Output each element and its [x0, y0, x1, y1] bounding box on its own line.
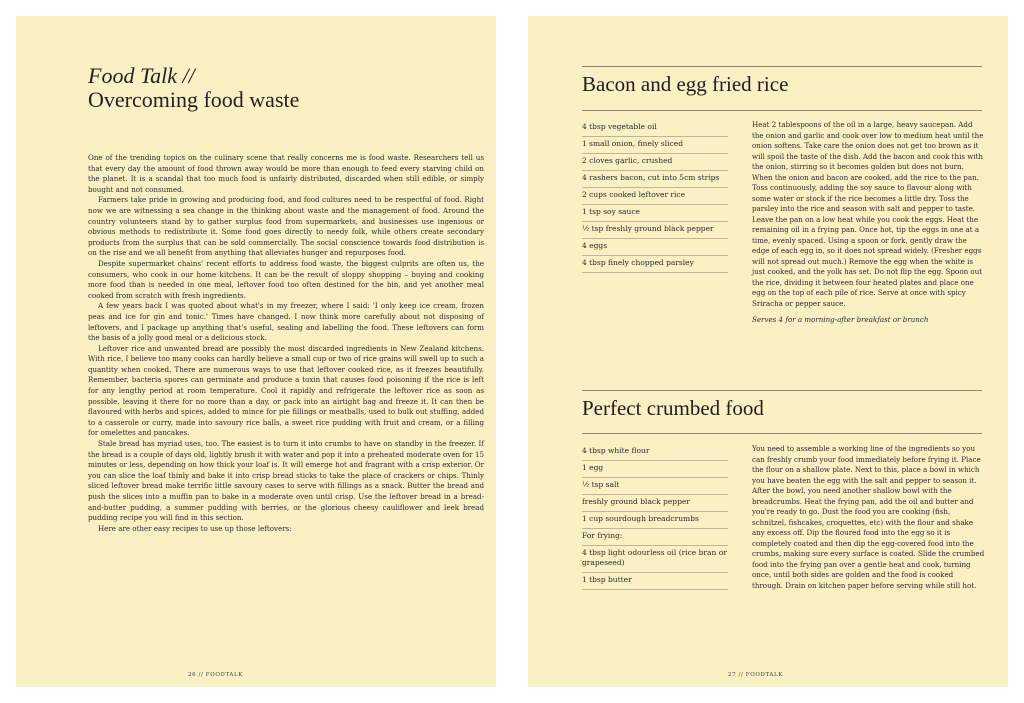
- recipe-method: [752, 444, 986, 591]
- ingredient-item: freshly ground black pepper: [582, 495, 728, 512]
- recipe-bottom-rule: [582, 110, 982, 111]
- page-folio: 26 // FOODTALK: [188, 672, 243, 678]
- ingredient-item: 1 cup sourdough breadcrumbs: [582, 512, 728, 529]
- ingredient-item: 1 tbsp butter: [582, 573, 728, 590]
- recipe-top-rule: [582, 66, 982, 67]
- article-paragraph: A few years back I was quoted about what's in my freezer, where I said: 'I only keep ice cream, frozen peas and ice for gin and tonic.' Times have changed. I now think more carefully about not disposing of leftovers, and I package up anything that's useful, sealing and labelling the food. These leftovers can form the basis of a jolly good meal or a delicious stock.: [88, 301, 484, 343]
- ingredient-item: 1 egg: [582, 461, 728, 478]
- article-paragraph: Leftover rice and unwanted bread are possibly the most discarded ingredients in New Zealand kitchens. With rice, I believe too many cooks can hardly believe a small cup or two of rice grains will swell up to such a quantity when cooked. There are numerous ways to use that leftover cooked rice, as it freezes beautifully. Remember, bacteria spores can germinate and produce a toxin that causes food poisoning if the rice is left for any lengthy period at room temperature. Cool it rapidly and refrigerate the leftover rice as soon as possible, leaving it there for no more than a day, or pack into an airtight bag and freeze it. It can then be flavoured with herbs and spices, added to mince for pie fillings or meatballs, used to bulk out stuffing, added to a casserole or curry, made into savoury rice balls, a sweet rice pudding with fruit and cream, or a filling for omelettes and pancakes.: [88, 343, 484, 438]
- recipe-method: [752, 120, 986, 326]
- ingredient-item: 2 cloves garlic, crushed: [582, 154, 728, 171]
- ingredient-item: 2 cups cooked leftover rice: [582, 188, 728, 205]
- article-paragraph: Farmers take pride in growing and producing food, and food cultures need to be respectful of food. Right now we are witnessing a sea change in the thinking about waste and the management of food. Around the country volunteers stand by to gather surplus food from supermarkets, and businesses use ingenious or obvious methods to redistribute it. Some food goes directly to needy folk, while others create secondary products from the surplus that can be sold commercially. The social conscience towards food distribution is on the rise and we all benefit from anything that alleviates hunger and repurposes food.: [88, 195, 484, 258]
- ingredient-item: ½ tsp freshly ground black pepper: [582, 222, 728, 239]
- recipe-title: Perfect crumbed food: [582, 396, 764, 420]
- recipe-title: Bacon and egg fried rice: [582, 72, 789, 96]
- ingredient-list: [582, 444, 728, 590]
- article-title-main: Overcoming food waste: [88, 87, 300, 112]
- ingredient-item: 4 tbsp finely chopped parsley: [582, 256, 728, 273]
- left-page: [16, 16, 496, 687]
- page-folio: 27 // FOODTALK: [728, 672, 783, 678]
- article-paragraph: One of the trending topics on the culinary scene that really concerns me is food waste. Researchers tell us that every day the amount of food thrown away would be more than enough to feed every starving child on the planet. It is a scandal that too much food is unfairly distributed, discarded when still edible, or simply bought and not consumed.: [88, 153, 484, 194]
- ingredient-item: ½ tsp salt: [582, 478, 728, 495]
- article-paragraph: Here are other easy recipes to use up those leftovers:: [98, 523, 292, 533]
- ingredient-item: 4 tbsp vegetable oil: [582, 120, 728, 137]
- ingredient-item: For frying:: [582, 529, 728, 546]
- ingredient-list: [582, 120, 728, 273]
- recipe-bottom-rule: [582, 433, 982, 434]
- ingredient-item: 4 eggs: [582, 239, 728, 256]
- ingredient-item: 1 tsp soy sauce: [582, 205, 728, 222]
- ingredient-item: 4 tbsp light odourless oil (rice bran or grapeseed): [582, 546, 728, 573]
- recipe-top-rule: [582, 390, 982, 391]
- right-page: [528, 16, 1008, 687]
- article-paragraph: Stale bread has myriad uses, too. The easiest is to turn it into crumbs to have on standby in the freezer. If the bread is a couple of days old, lightly brush it with water and pop it into a preheated moderate oven for 15 minutes or less, depending on how thick your loaf is. It will emerge hot and fragrant with a crisp exterior. Or you can slice the loaf thinly and bake it into crisp bread sticks to take the place of crackers or chips. Thinly sliced leftover bread make terrific little savoury cases to serve with fillings as a snack. Butter the bread and push the slices into a muffin pan to bake in a moderate oven until crisp. Use the leftover bread in a bread-and-butter pudding, a summer pudding with berries, or the glorious cheesy cauliflower and leek bread pudding recipe you will find in this section.: [88, 439, 484, 523]
- ingredient-item: 1 small onion, finely sliced: [582, 137, 728, 154]
- article-title-kicker: Food Talk //: [88, 63, 195, 88]
- ingredient-item: 4 rashers bacon, cut into 5cm strips: [582, 171, 728, 188]
- method-text: You need to assemble a working line of the ingredients so you can freshly crumb your food immediately before frying it. Place the flour on a shallow plate. Next to this, place a bowl in which you have beaten the egg with the salt and pepper to season it. After the bowl, you need another shallow bowl with the breadcrumbs. Heat the frying pan, add the oil and butter and you're ready to go. Dust the food you are cooking (fish, schnitzel, fishcakes, croquettes, etc) with the flour and shake any excess off. Dip the floured food into the egg so it is completely coated and then dip the egg-covered food into the crumbs, making sure every surface is coated. Slide the crumbed food into the frying pan over a gentle heat and cook, turning once, until both sides are golden and the food is cooked through. Drain on kitchen paper before serving while still hot.: [752, 444, 985, 590]
- article-paragraph: Despite supermarket chains' recent efforts to address food waste, the biggest culprits are often us, the consumers, who cook in our home kitchens. It can be the result of sloppy shopping – buying and cooking more food than is needed in one meal, leftover food too often destined for the bin, and yet another meal cooked from scratch with fresh ingredients.: [88, 258, 484, 300]
- article-body: [88, 153, 484, 534]
- article-title: [88, 64, 299, 112]
- serves-note: Serves 4 for a morning-after breakfast or brunch: [752, 315, 929, 324]
- method-text: Heat 2 tablespoons of the oil in a large, heavy saucepan. Add the onion and garlic and cook over low to medium heat until the onion softens. Take care the onion does not get too brown as it will spoil the taste of the dish. Add the bacon and cook this with the onion, stirring so it becomes golden but does not burn. When the onion and bacon are cooked, add the rice to the pan. Toss continuously, adding the soy sauce to flavour along with some water or stock if the rice becomes a little dry. Toss the parsley into the rice and season with salt and pepper to taste. Leave the pan on a low heat while you cook the eggs. Heat the remaining oil in a frying pan. Once hot, tip the eggs in one at a time, evenly spaced. Using a spoon or fork, gently draw the edge of each egg in, so it does not spread widely. (Fresher eggs will not spread out much.) Remove the egg when the white is just cooked, and the yolk has set. Do not flip the egg. Spoon out the rice, dividing it between four heated plates and place one egg on the top of each pile of rice. Serve at once with spicy Sriracha or pepper sauce.: [752, 120, 984, 308]
- ingredient-item: 4 tbsp white flour: [582, 444, 728, 461]
